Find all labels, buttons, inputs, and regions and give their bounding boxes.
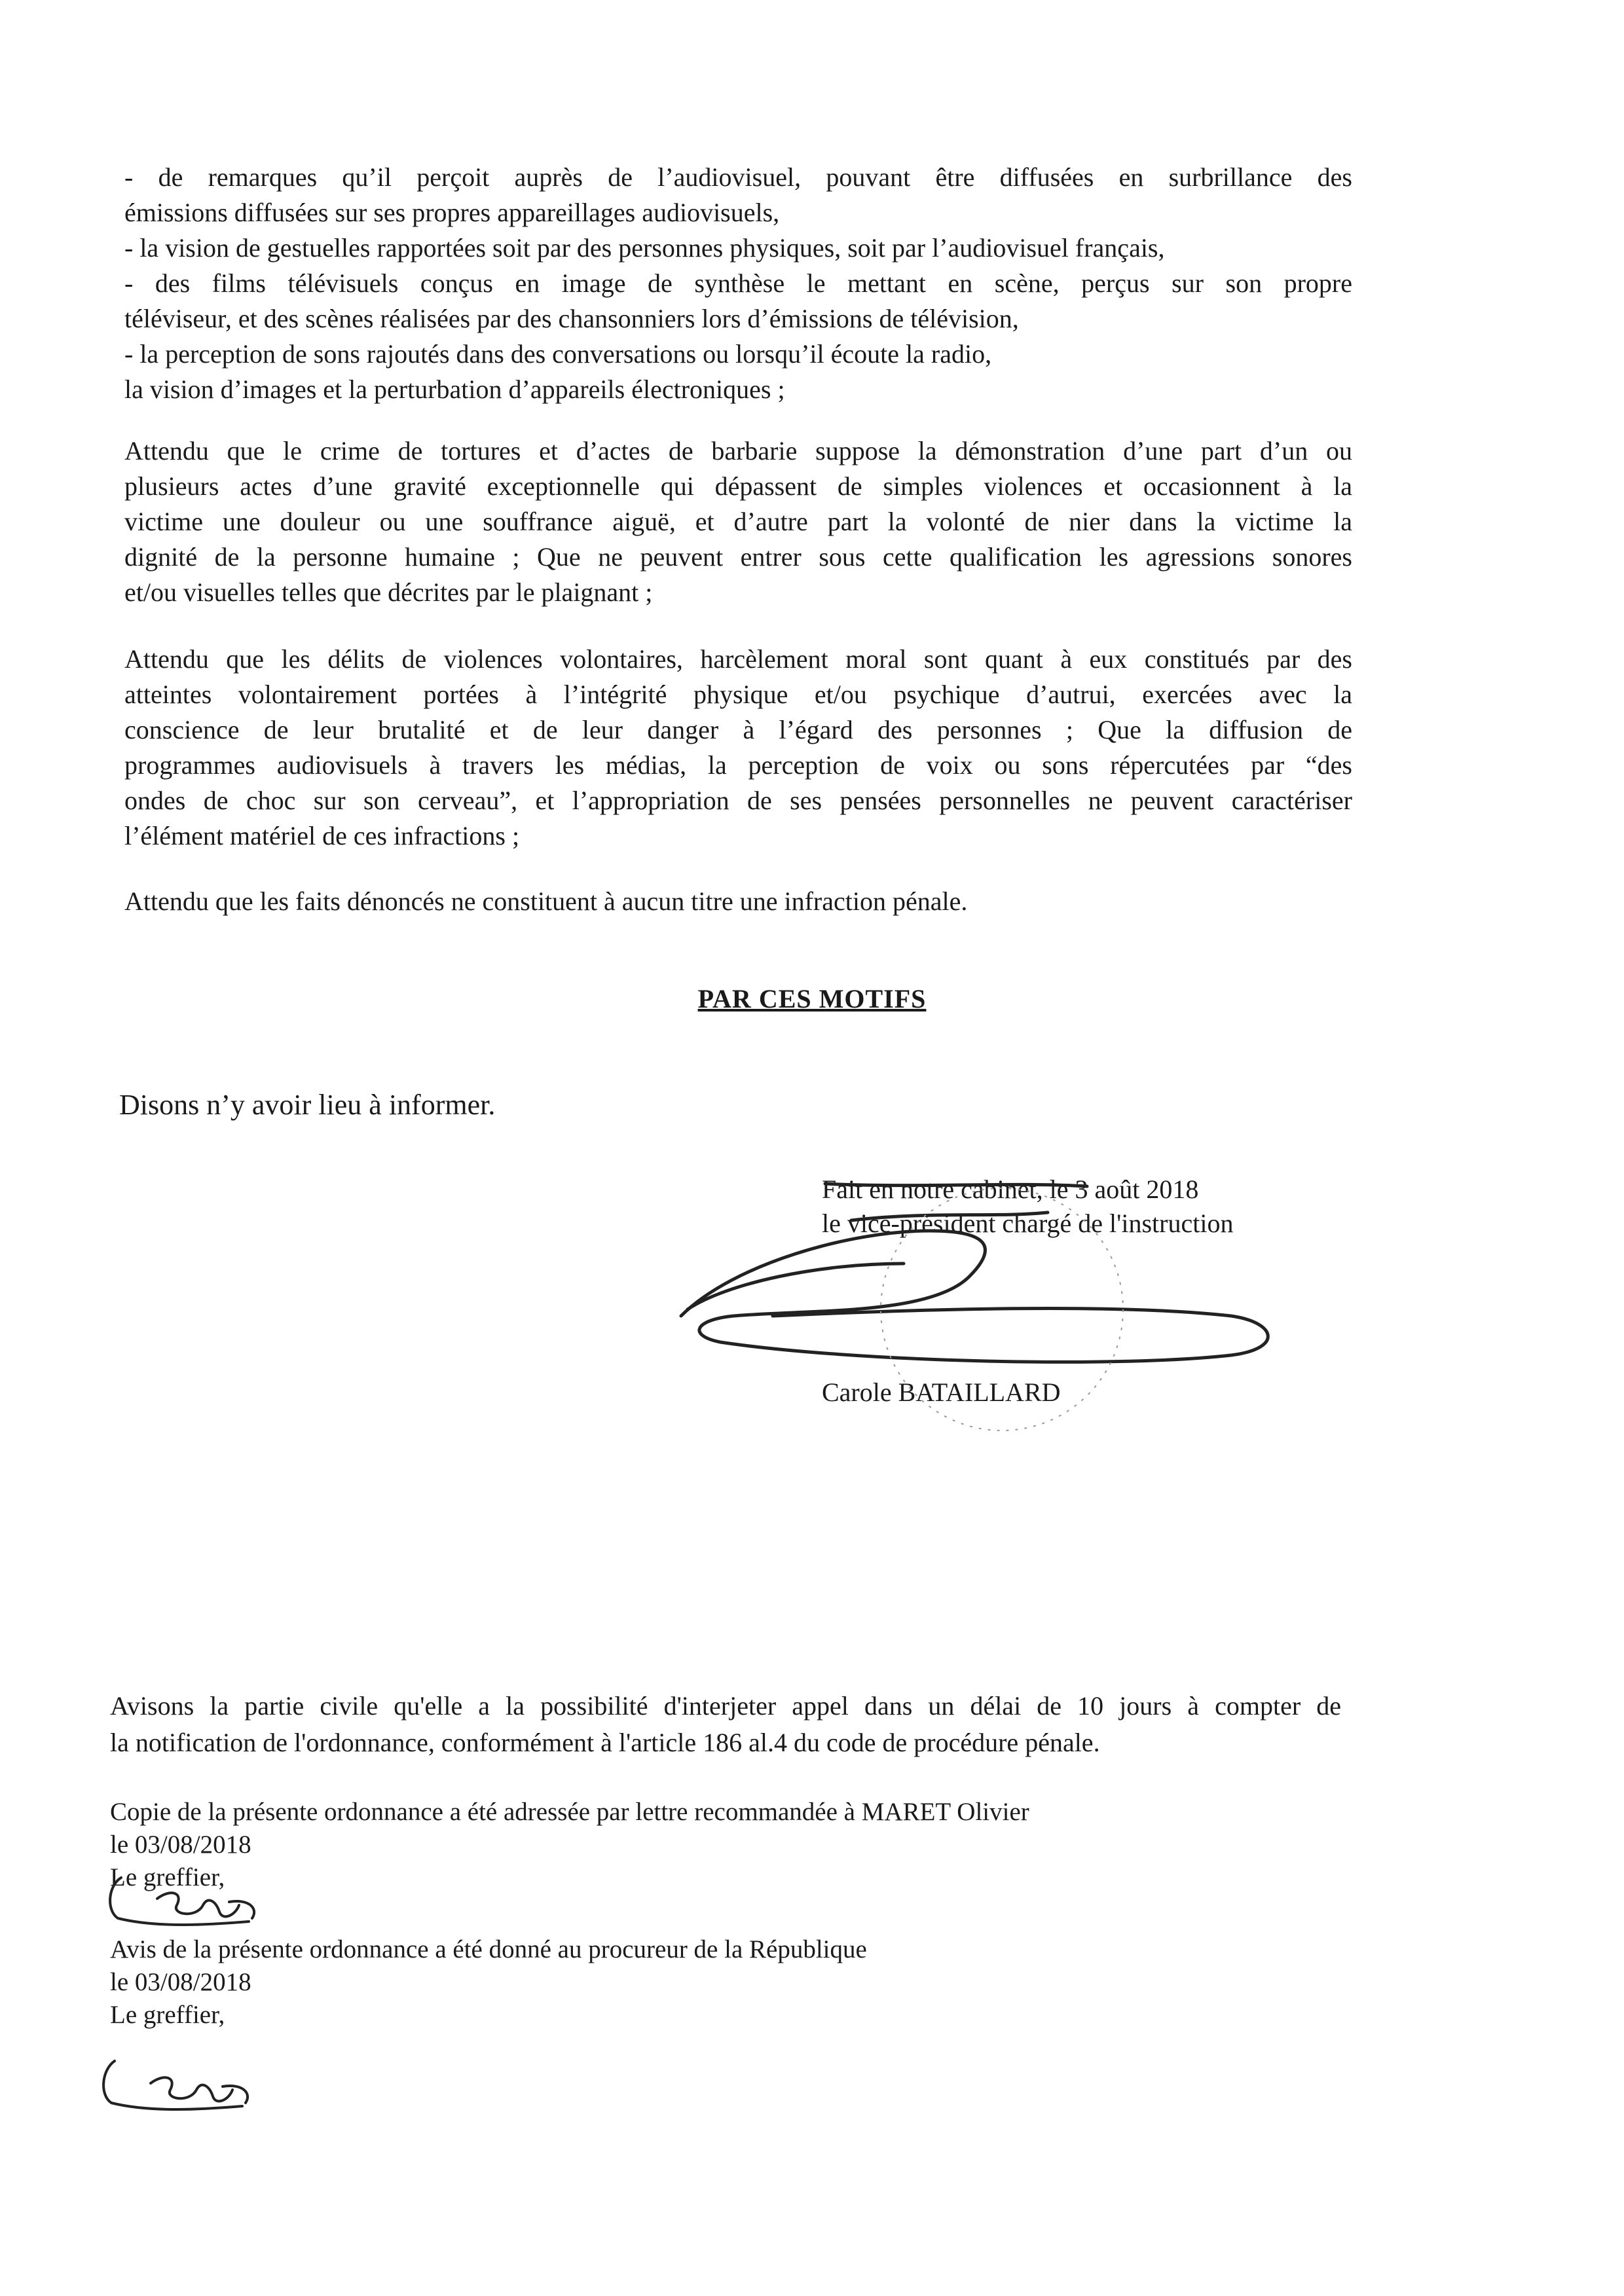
list-item-3-line-2: téléviseur, et des scènes réalisées par des chansonniers lors d’émissions de télévision, <box>124 304 1019 333</box>
paragraph-2-line-1: Attendu que les délits de violences volontaires, harcèlement moral sont quant à eux constitués par des <box>124 644 1352 674</box>
copy-notice <box>110 1796 1029 1894</box>
paragraph-2-line-6: l’élément matériel de ces infractions ; <box>124 821 520 850</box>
paragraph-2-line-5: ondes de choc sur son cerveau”, et l’appropriation de ses pensées personnelles ne peuvent caractériser <box>124 786 1352 815</box>
paragraph-2-line-2: atteintes volontairement portées à l’intégrité physique et/ou psychique d’autrui, exercées avec la <box>124 680 1352 709</box>
signature-role: le vice-président chargé de l'instruction <box>822 1209 1234 1238</box>
appeal-notice-line-2: la notification de l'ordonnance, conformément à l'article 186 al.4 du code de procédure pénale. <box>110 1728 1100 1757</box>
paragraph-2-line-3: conscience de leur brutalité et de leur danger à l’égard des personnes ; Que la diffusion de <box>124 715 1352 744</box>
paragraph-1-line-2: plusieurs actes d’une gravité exceptionnelle qui dépassent de simples violences et occasionnent à la <box>124 471 1352 501</box>
paragraph-1-line-1: Attendu que le crime de tortures et d’actes de barbarie suppose la démonstration d’une part d’un ou <box>124 436 1352 465</box>
appeal-notice-line-1: Avisons la partie civile qu'elle a la possibilité d'interjeter appel dans un délai de 10 jours à compter de <box>110 1691 1341 1721</box>
list-item-4: - la perception de sons rajoutés dans des conversations ou lorsqu’il écoute la radio, <box>124 339 992 369</box>
paragraph-1-line-3: victime une douleur ou une souffrance aiguë, et d’autre part la volonté de nier dans la victime la <box>124 507 1352 536</box>
copy-notice-signatory: Le greffier, <box>110 1863 225 1891</box>
signature-place-date: Fait en notre cabinet, le 3 août 2018 <box>822 1175 1199 1204</box>
list-item-5: la vision d’images et la perturbation d’appareils électroniques ; <box>124 374 785 404</box>
decision-text: Disons n’y avoir lieu à informer. <box>119 1089 496 1121</box>
section-heading: PAR CES MOTIFS <box>697 984 927 1013</box>
list-item-3-line-1: - des films télévisuels conçus en image de synthèse le mettant en scène, perçus sur son propre <box>124 268 1352 298</box>
copy-notice-date: le 03/08/2018 <box>110 1831 251 1859</box>
prosecutor-notice <box>110 1933 867 2032</box>
list-item-1-line-2: émissions diffusées sur ses propres appareillages audiovisuels, <box>124 198 780 227</box>
list-item-1-line-1: - de remarques qu’il perçoit auprès de l’audiovisuel, pouvant être diffusées en surbrillance des <box>124 162 1352 192</box>
appeal-notice <box>110 1688 1341 1761</box>
prosecutor-notice-text: Avis de la présente ordonnance a été donné au procureur de la République <box>110 1935 867 1963</box>
paragraph-1-line-4: dignité de la personne humaine ; Que ne peuvent entrer sous cette qualification les agressions sonores <box>124 542 1352 572</box>
signature-name: Carole BATAILLARD <box>822 1377 1061 1407</box>
prosecutor-notice-signatory: Le greffier, <box>110 2001 225 2029</box>
paragraph-3: Attendu que les faits dénoncés ne constituent à aucun titre une infraction pénale. <box>124 886 968 916</box>
prosecutor-notice-date: le 03/08/2018 <box>110 1968 251 1996</box>
paragraph-2-line-4: programmes audiovisuels à travers les médias, la perception de voix ou sons répercutées par “des <box>124 750 1352 780</box>
list-item-2: - la vision de gestuelles rapportées soit par des personnes physiques, soit par l’audiovisuel français, <box>124 233 1165 263</box>
copy-notice-text: Copie de la présente ordonnance a été adressée par lettre recommandée à MARET Olivier <box>110 1798 1029 1826</box>
paragraph-1-line-5: et/ou visuelles telles que décrites par le plaignant ; <box>124 577 653 607</box>
